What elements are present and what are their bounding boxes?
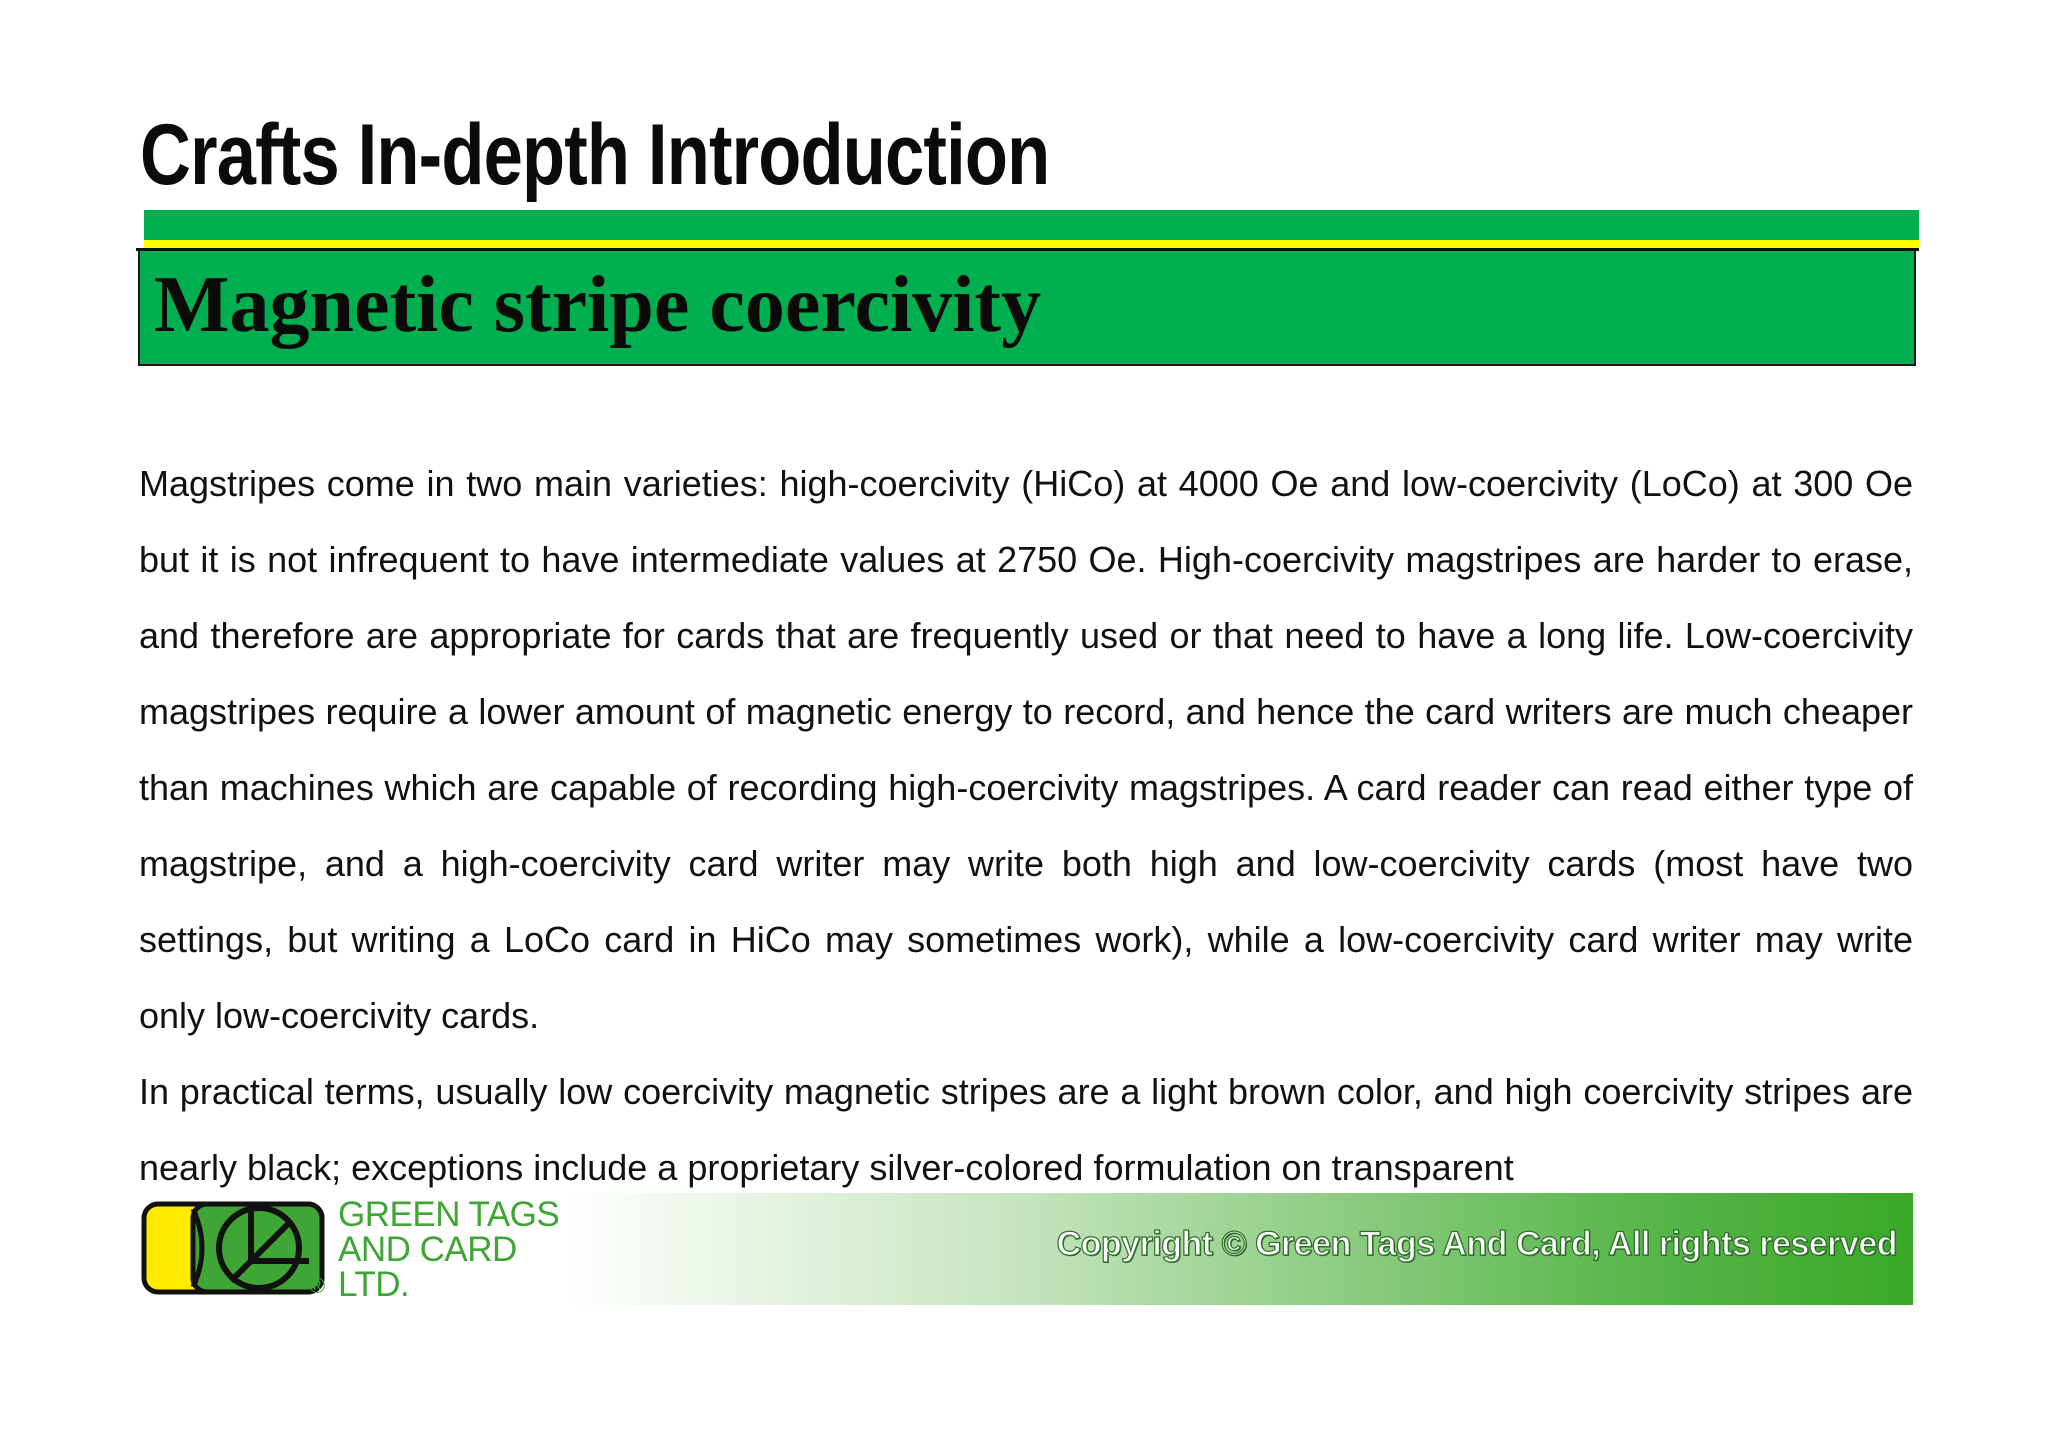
- title-rule-green: [144, 210, 1919, 240]
- section-heading-box: [138, 251, 1916, 366]
- footer-banner: [139, 1193, 1913, 1305]
- body-text-area: [139, 446, 1913, 1193]
- page-title: Crafts In-depth Introduction: [140, 107, 1050, 203]
- paragraph-2: In practical terms, usually low coercivity magnetic stripes are a light brown color, and high coercivity stripes are nearly black; exceptions include a proprietary silver-colored formulation on transparent: [139, 1071, 1913, 1188]
- paragraph-1: Magstripes come in two main varieties: high-coercivity (HiCo) at 4000 Oe and low-coercivity (LoCo) at 300 Oe but it is not infrequent to have intermediate values at 2750 Oe. High-coercivity magstripes are harder to erase, and therefore are appropriate for cards that are frequently used or that need to have a long life. Low-coercivity magstripes require a lower amount of magnetic energy to record, and hence the card writers are much cheaper than machines which are capable of recording high-coercivity magstripes. A card reader can read either type of magstripe, and a high-coercivity card writer may write both high and low-coercivity cards (most have two settings, but writing a LoCo card in HiCo may sometimes work), while a low-coercivity card writer may write only low-coercivity cards.: [139, 463, 1913, 1036]
- company-logo-icon: [141, 1201, 331, 1298]
- title-rule-yellow: [144, 240, 1919, 248]
- copyright-notice: Copyright © Green Tags And Card, All rights reserved: [1056, 1225, 1897, 1263]
- company-name: GREEN TAGS AND CARD LTD.: [338, 1195, 560, 1304]
- body-text: [139, 446, 1913, 1193]
- section-heading: Magnetic stripe coercivity: [154, 261, 1042, 349]
- registered-mark: ®: [309, 1273, 326, 1298]
